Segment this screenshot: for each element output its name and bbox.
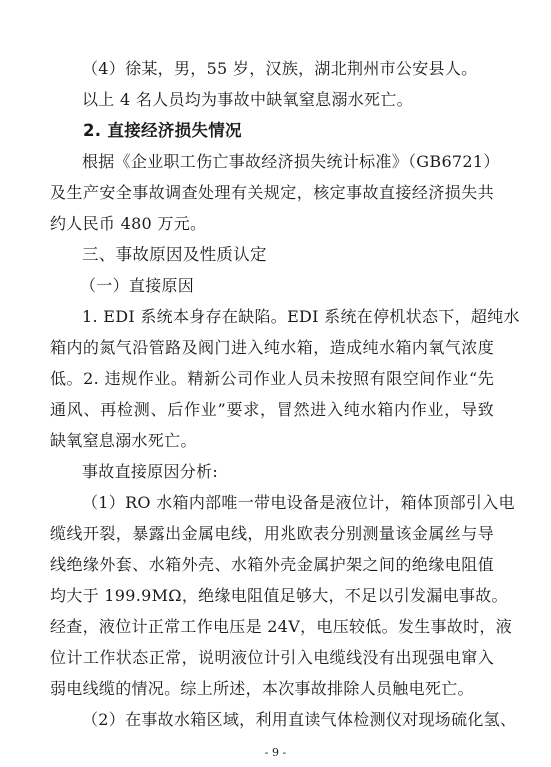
subsection-heading-direct-cause: （一）直接原因 bbox=[80, 276, 195, 295]
paragraph-line: 经查，液位计正常工作电压是 24V，电压较低。发生事故时，液 bbox=[50, 617, 513, 636]
analysis-heading: 事故直接原因分析: bbox=[82, 462, 219, 481]
paragraph-line: 根据《企业职工伤亡事故经济损失统计标准》（GB6721） bbox=[82, 152, 500, 171]
paragraph-line: 1. EDI 系统本身存在缺陷。EDI 系统在停机状态下，超纯水 bbox=[82, 307, 520, 326]
paragraph-line: 约人民币 480 万元。 bbox=[50, 214, 207, 233]
paragraph-line: 缆线开裂，暴露出金属电线，用兆欧表分别测量该金属丝与导 bbox=[50, 524, 494, 543]
paragraph-line: 弱电线缆的情况。综上所述，本次事故排除人员触电死亡。 bbox=[50, 679, 474, 698]
victim-4-info: （4）徐某，男，55 岁，汉族，湖北荆州市公安县人。 bbox=[82, 59, 478, 78]
paragraph-line: （2）在事故水箱区域，利用直读气体检测仪对现场硫化氢、 bbox=[82, 710, 517, 729]
section-heading-economic-loss: 2. 直接经济损失情况 bbox=[83, 121, 242, 140]
paragraph-line: （1）RO 水箱内部唯一带电设备是液位计，箱体顶部引入电 bbox=[82, 493, 515, 512]
paragraph-line: 低。2. 违规作业。精新公司作业人员未按照有限空间作业“先 bbox=[50, 369, 494, 388]
paragraph-line: 箱内的氮气沿管路及阀门进入纯水箱，造成纯水箱内氧气浓度 bbox=[50, 338, 494, 357]
paragraph-line: 线绝缘外套、水箱外壳、水箱外壳金属护架之间的绝缘电阻值 bbox=[50, 555, 494, 574]
paragraph-line: 通风、再检测、后作业”要求，冒然进入纯水箱内作业，导致 bbox=[50, 400, 494, 419]
paragraph-line: 位计工作状态正常，说明液位计引入电缆线没有出现强电窜入 bbox=[50, 648, 494, 667]
paragraph-line: 缺氧窒息溺水死亡。 bbox=[50, 431, 197, 450]
page-number: - 9 - bbox=[264, 746, 287, 759]
section-heading-cause: 三、事故原因及性质认定 bbox=[82, 245, 267, 264]
victims-summary: 以上 4 名人员均为事故中缺氧窒息溺水死亡。 bbox=[82, 90, 413, 109]
paragraph-line: 及生产安全事故调查处理有关规定，核定事故直接经济损失共 bbox=[50, 183, 494, 202]
paragraph-line: 均大于 199.9MΩ，绝缘电阻值足够大，不足以引发漏电事故。 bbox=[50, 586, 508, 605]
